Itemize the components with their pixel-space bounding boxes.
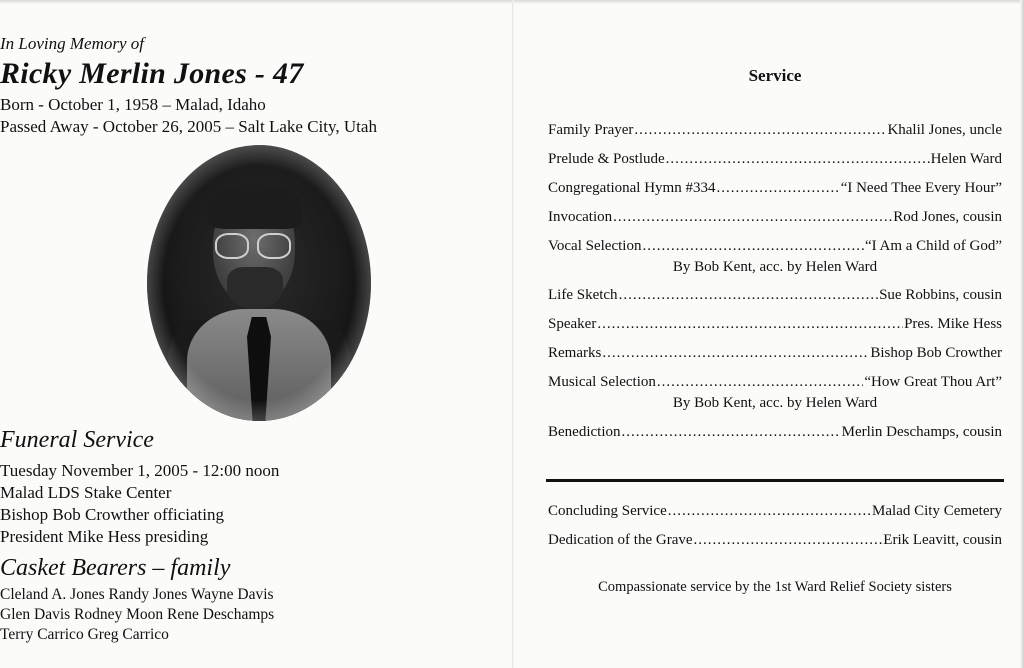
program-item-label: Invocation bbox=[548, 209, 613, 225]
program-item-label: Musical Selection bbox=[548, 374, 656, 390]
casket-bearers-line: Terry Carrico Greg Carrico bbox=[0, 626, 169, 643]
concluding-item-label: Dedication of the Grave bbox=[548, 532, 693, 548]
leader-dots bbox=[668, 503, 871, 520]
leader-dots bbox=[613, 209, 892, 226]
deceased-name: Ricky Merlin Jones - 47 bbox=[0, 57, 304, 90]
program-item bbox=[548, 209, 1002, 226]
program-item bbox=[548, 287, 1002, 304]
program-item bbox=[548, 424, 1002, 441]
leader-dots bbox=[602, 345, 869, 362]
program-item bbox=[548, 180, 1002, 197]
concluding-item-label: Concluding Service bbox=[548, 503, 667, 519]
page-fold bbox=[512, 0, 514, 668]
program-item-credit: By Bob Kent, acc. by Helen Ward bbox=[672, 395, 878, 411]
funeral-location: Malad LDS Stake Center bbox=[0, 483, 172, 502]
leader-dots bbox=[597, 316, 903, 333]
leader-dots bbox=[634, 122, 886, 139]
death-line: Passed Away - October 26, 2005 – Salt Lake City, Utah bbox=[0, 117, 377, 136]
portrait-photo bbox=[147, 145, 371, 421]
concluding-item-value: Erik Leavitt, cousin bbox=[883, 532, 1002, 548]
concluding-item-value: Malad City Cemetery bbox=[872, 503, 1002, 519]
leader-dots bbox=[666, 151, 930, 168]
leader-dots bbox=[657, 374, 863, 391]
leader-dots bbox=[621, 424, 840, 441]
program-item bbox=[548, 316, 1002, 333]
program-item bbox=[548, 238, 1002, 255]
leader-dots bbox=[716, 180, 839, 197]
program-item-value: “How Great Thou Art” bbox=[864, 374, 1002, 390]
service-heading: Service bbox=[748, 66, 802, 85]
program-item bbox=[548, 151, 1002, 168]
relief-society-note: Compassionate service by the 1st Ward Relief Society sisters bbox=[598, 579, 952, 595]
leader-dots bbox=[619, 287, 879, 304]
program-item-value: Khalil Jones, uncle bbox=[887, 122, 1002, 138]
leader-dots bbox=[694, 532, 883, 549]
program-item-value: Pres. Mike Hess bbox=[904, 316, 1002, 332]
funeral-officiant: Bishop Bob Crowther officiating bbox=[0, 505, 224, 524]
casket-bearers-line: Cleland A. Jones Randy Jones Wayne Davis bbox=[0, 586, 274, 603]
memory-heading: In Loving Memory of bbox=[0, 34, 145, 53]
program-item-label: Speaker bbox=[548, 316, 597, 332]
scan-edge bbox=[1020, 0, 1024, 668]
casket-bearers-heading: Casket Bearers – family bbox=[0, 555, 231, 581]
program-item-value: Merlin Deschamps, cousin bbox=[841, 424, 1002, 440]
concluding-item bbox=[548, 503, 1002, 520]
section-divider bbox=[546, 479, 1004, 482]
program-item-label: Benediction bbox=[548, 424, 621, 440]
program-item bbox=[548, 345, 1002, 362]
program-item-value: Sue Robbins, cousin bbox=[879, 287, 1002, 303]
casket-bearers-line: Glen Davis Rodney Moon Rene Deschamps bbox=[0, 606, 275, 623]
program-item-credit: By Bob Kent, acc. by Helen Ward bbox=[672, 259, 878, 275]
program-item-label: Vocal Selection bbox=[548, 238, 642, 254]
program-item-value: Helen Ward bbox=[930, 151, 1002, 167]
program-item-label: Prelude & Postlude bbox=[548, 151, 665, 167]
program-item-value: Rod Jones, cousin bbox=[893, 209, 1002, 225]
birth-line: Born - October 1, 1958 – Malad, Idaho bbox=[0, 95, 266, 114]
leader-dots bbox=[642, 238, 863, 255]
program-item-label: Family Prayer bbox=[548, 122, 634, 138]
photo-vignette bbox=[147, 145, 371, 421]
program-item-label: Remarks bbox=[548, 345, 602, 361]
funeral-date: Tuesday November 1, 2005 - 12:00 noon bbox=[0, 461, 280, 480]
funeral-presiding: President Mike Hess presiding bbox=[0, 527, 209, 546]
program-item bbox=[548, 122, 1002, 139]
concluding-item bbox=[548, 532, 1002, 549]
program-item-label: Congregational Hymn #334 bbox=[548, 180, 716, 196]
program-item-value: Bishop Bob Crowther bbox=[870, 345, 1002, 361]
program-item-label: Life Sketch bbox=[548, 287, 618, 303]
program-item-value: “I Need Thee Every Hour” bbox=[840, 180, 1002, 196]
program-item-value: “I Am a Child of God” bbox=[864, 238, 1002, 254]
funeral-service-heading: Funeral Service bbox=[0, 427, 154, 453]
program-item bbox=[548, 374, 1002, 391]
